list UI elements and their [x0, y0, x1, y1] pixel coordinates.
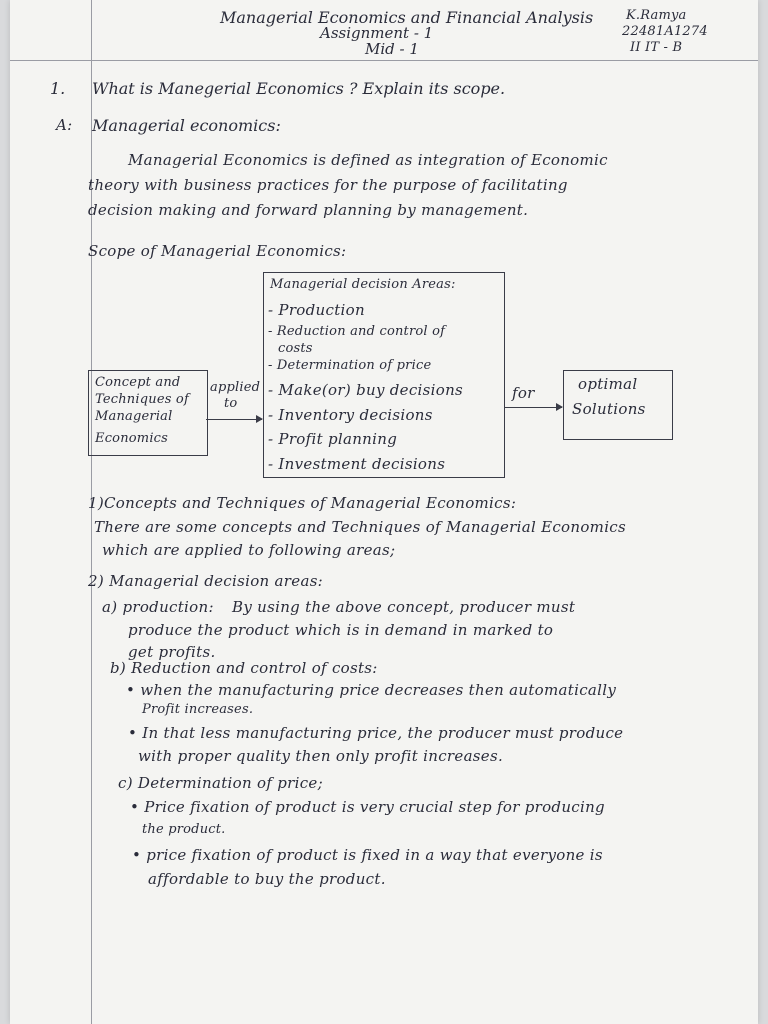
- price-line: the product.: [142, 822, 226, 837]
- box-line: Solutions: [572, 400, 646, 418]
- costs-line: • In that less manufacturing price, the producer must produce: [128, 724, 624, 742]
- area-item: - Investment decisions: [268, 455, 446, 473]
- applied-label: applied: [210, 380, 261, 395]
- areas-heading: Managerial decision Areas:: [270, 277, 456, 292]
- question-text: What is Manegerial Economics ? Explain its scope.: [92, 79, 506, 98]
- decision-areas-box: [263, 272, 505, 478]
- concepts-box: [88, 370, 208, 456]
- area-item: - Determination of price: [268, 358, 432, 373]
- applied-to-label: to: [224, 396, 238, 411]
- page-title: Managerial Economics and Financial Analysis: [220, 8, 594, 27]
- area-item: - Make(or) buy decisions: [268, 381, 464, 399]
- section1-line: which are applied to following areas;: [102, 541, 396, 559]
- area-item: - Inventory decisions: [268, 406, 433, 424]
- notebook-page: [10, 0, 758, 1024]
- section2-heading: 2) Managerial decision areas:: [88, 572, 324, 590]
- production-line: produce the product which is in demand in marked to: [128, 621, 554, 639]
- box-line: Managerial: [95, 409, 173, 424]
- production-line: get profits.: [128, 643, 216, 661]
- price-line: • price fixation of product is fixed in a way that everyone is: [132, 846, 603, 864]
- optimal-solutions-box: [563, 370, 673, 440]
- for-arrow: [504, 407, 562, 408]
- applied-arrow: [206, 419, 262, 420]
- question-number: 1.: [50, 79, 66, 98]
- student-name: K.Ramya: [626, 8, 687, 23]
- section1-line: There are some concepts and Techniques of Managerial Economics: [94, 518, 626, 536]
- roll-number: 22481A1274: [622, 24, 708, 39]
- for-label: for: [512, 384, 535, 402]
- costs-line: with proper quality then only profit increases.: [138, 747, 504, 765]
- subheading-costs: b) Reduction and control of costs:: [110, 659, 378, 677]
- assignment-label: Assignment - 1: [320, 24, 434, 42]
- box-line: optimal: [578, 375, 638, 393]
- production-line: By using the above concept, producer must: [232, 598, 576, 616]
- definition-line: decision making and forward planning by management.: [88, 201, 529, 219]
- section1-heading: 1)Concepts and Techniques of Managerial Economics:: [88, 494, 517, 512]
- subheading-price: c) Determination of price;: [118, 774, 323, 792]
- area-item: costs: [278, 341, 313, 356]
- class-label: II IT - B: [630, 40, 683, 55]
- answer-marker: A:: [56, 116, 73, 134]
- definition-line: theory with business practices for the purpose of facilitating: [88, 176, 568, 194]
- margin-line: [91, 0, 92, 1024]
- area-item: - Reduction and control of: [268, 324, 446, 339]
- definition-line: Managerial Economics is defined as integration of Economic: [128, 151, 608, 169]
- box-line: Concept and: [95, 375, 181, 390]
- box-line: Economics: [95, 431, 169, 446]
- costs-line: • when the manufacturing price decreases then automatically: [126, 681, 617, 699]
- area-item: - Production: [268, 301, 365, 319]
- subheading-production: a) production:: [102, 598, 214, 616]
- scope-heading: Scope of Managerial Economics:: [88, 242, 347, 260]
- area-item: - Profit planning: [268, 430, 398, 448]
- answer-heading: Managerial economics:: [92, 116, 281, 135]
- mid-label: Mid - 1: [365, 40, 419, 58]
- costs-line: Profit increases.: [142, 702, 254, 717]
- price-line: affordable to buy the product.: [148, 870, 386, 888]
- box-line: Techniques of: [95, 392, 189, 407]
- price-line: • Price fixation of product is very crucial step for producing: [130, 798, 605, 816]
- header-rule: [10, 60, 758, 61]
